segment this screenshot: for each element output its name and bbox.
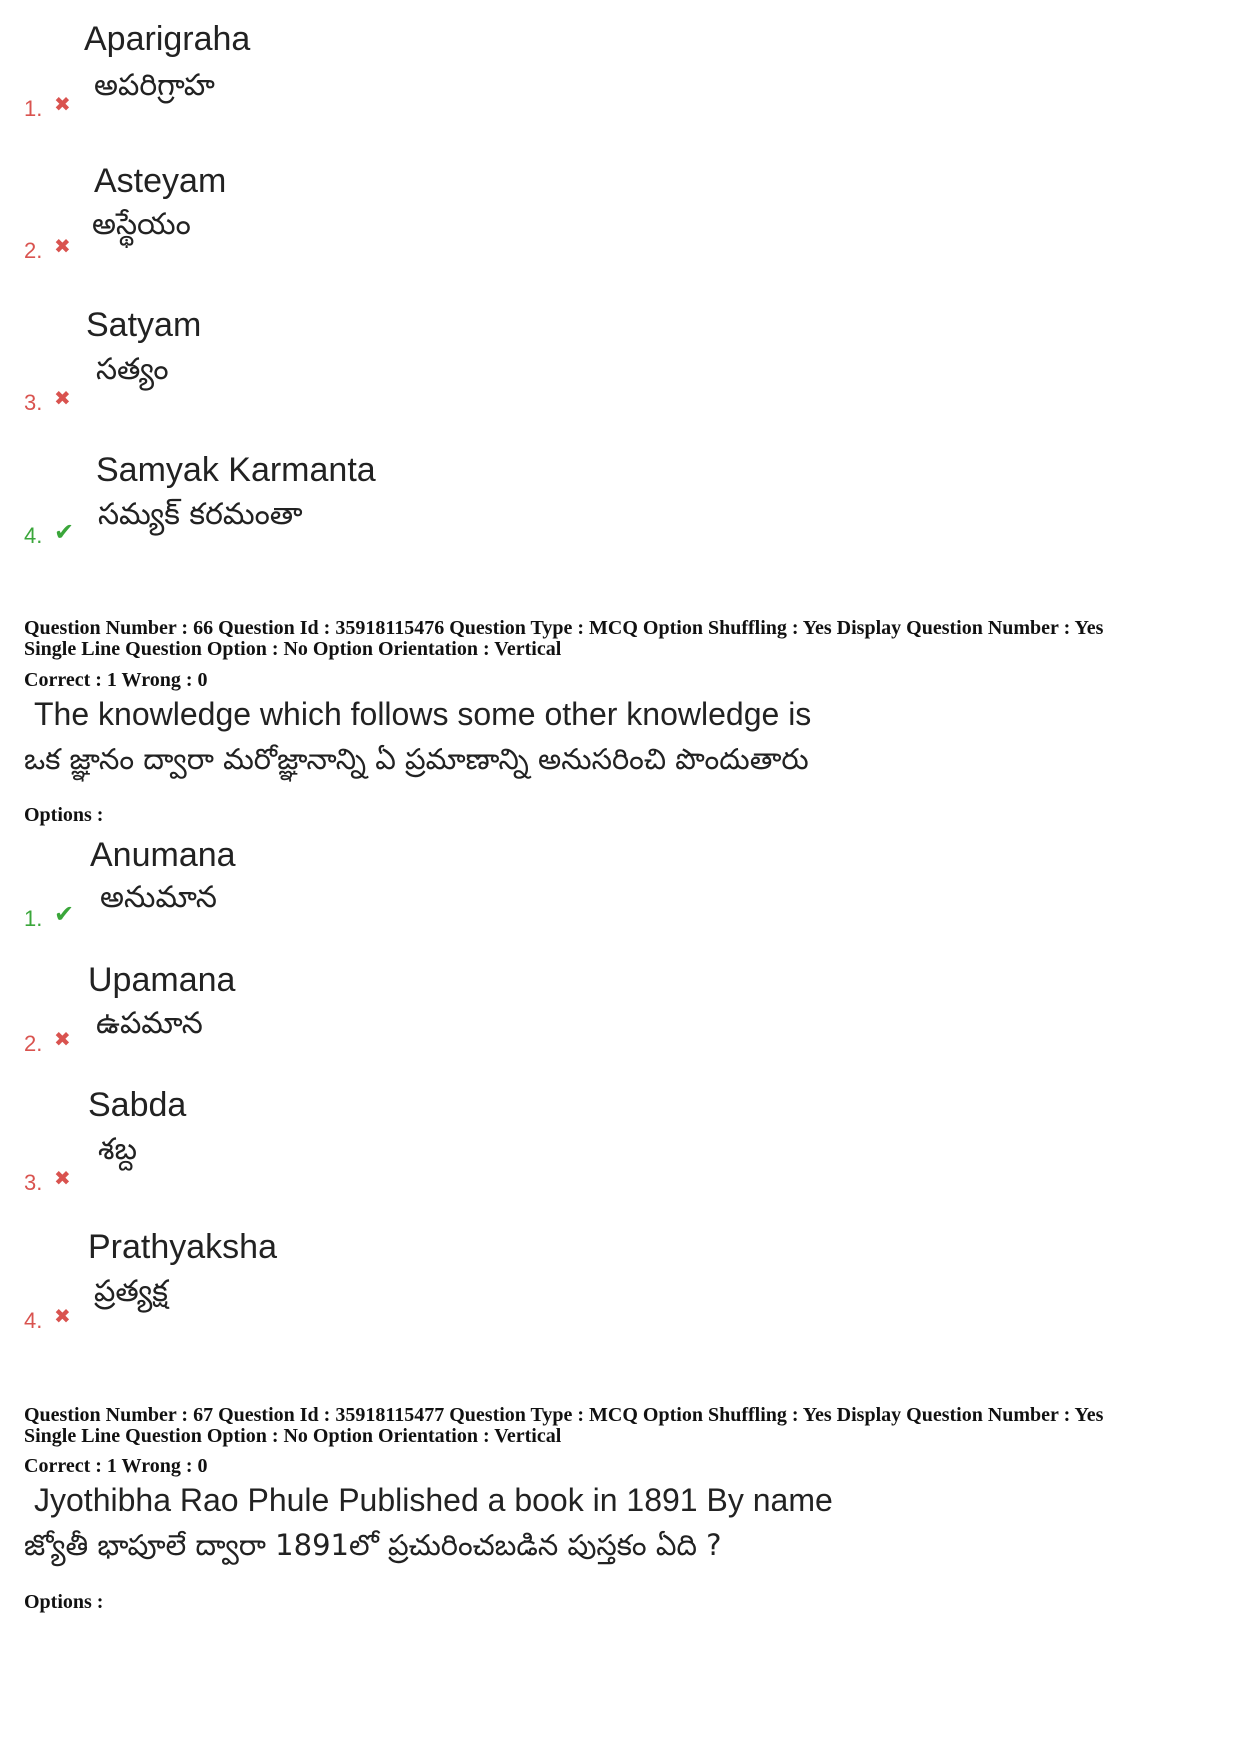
question-marks: Correct : 1 Wrong : 0 [24, 669, 208, 691]
option-text-en: Aparigraha [84, 20, 251, 58]
question-meta-line1: Question Number : 67 Question Id : 35918115477 Question Type : MCQ Option Shuffling : Yes Display Question Number : Yes [24, 1404, 1104, 1426]
question-meta-line1: Question Number : 66 Question Id : 35918115476 Question Type : MCQ Option Shuffling : Yes Display Question Number : Yes [24, 617, 1104, 639]
question-meta-line2: Single Line Question Option : No Option Orientation : Vertical [24, 1425, 562, 1447]
option-item [0, 961, 1240, 1071]
option-text-en: Asteyam [94, 162, 227, 200]
question-meta-line2: Single Line Question Option : No Option Orientation : Vertical [24, 638, 562, 660]
option-item [0, 162, 1240, 272]
option-text-te: శబ్ద [98, 1132, 137, 1167]
question-text-en: The knowledge which follows some other knowledge is [34, 696, 812, 732]
option-number: 1. [24, 96, 43, 121]
option-item [0, 451, 1240, 561]
options-label: Options : [24, 804, 104, 826]
option-item [0, 1086, 1240, 1196]
option-number: 2. [24, 1031, 43, 1056]
option-item [0, 836, 1240, 946]
question-text-te: ఒక జ్ఞానం ద్వారా మరోజ్ఞానాన్ని ఏ ప్రమాణాన్ని అనుసరించి పొందుతారు [24, 742, 809, 776]
options-label: Options : [24, 1591, 104, 1613]
option-text-te: సత్యం [96, 352, 169, 387]
option-item [0, 20, 1240, 130]
question-marks: Correct : 1 Wrong : 0 [24, 1455, 208, 1477]
option-number: 1. [24, 906, 43, 931]
cross-icon: ✖ [54, 1166, 71, 1190]
option-number: 2. [24, 238, 43, 263]
cross-icon: ✖ [54, 1304, 71, 1328]
option-text-te: ఉపమాన [96, 1006, 203, 1041]
cross-icon: ✖ [54, 1027, 71, 1051]
option-text-te: అనుమాన [100, 880, 217, 915]
check-icon: ✔ [54, 900, 75, 928]
option-number: 3. [24, 390, 43, 415]
option-number: 4. [24, 523, 43, 548]
option-text-te: అపరిగ్రాహ [94, 68, 215, 103]
option-text-en: Satyam [86, 306, 202, 344]
question-meta [24, 618, 1103, 660]
cross-icon: ✖ [54, 386, 71, 410]
question-meta [24, 1405, 1103, 1447]
option-text-en: Samyak Karmanta [96, 451, 376, 489]
option-text-en: Anumana [90, 836, 236, 874]
option-text-te: సమ్యక్ కరమంతా [98, 497, 303, 532]
option-text-te: ప్రత్యక్ష [94, 1274, 168, 1309]
question-text-te: జ్యోతీ భాపూలే ద్వారా 1891లో ప్రచురించబడిన పుస్తకం ఏది ? [24, 1528, 722, 1562]
question-text-en: Jyothibha Rao Phule Published a book in 1891 By name [34, 1482, 833, 1518]
option-number: 3. [24, 1170, 43, 1195]
option-item [0, 306, 1240, 416]
check-icon: ✔ [54, 518, 75, 546]
option-text-en: Upamana [88, 961, 236, 999]
option-text-en: Sabda [88, 1086, 187, 1124]
option-text-te: అస్థేయం [92, 207, 191, 242]
cross-icon: ✖ [54, 92, 71, 116]
option-number: 4. [24, 1308, 43, 1333]
option-text-en: Prathyaksha [88, 1228, 277, 1266]
cross-icon: ✖ [54, 234, 71, 258]
option-item [0, 1228, 1240, 1338]
